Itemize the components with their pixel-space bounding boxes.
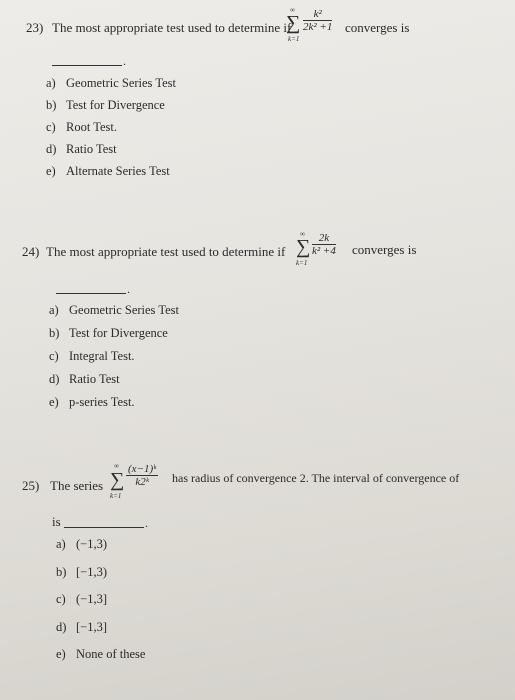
sigma-symbol: ∑ <box>110 469 125 491</box>
choice-letter: d) <box>46 142 57 156</box>
fraction-denominator: 2k² +1 <box>303 21 333 33</box>
choice-a[interactable] <box>56 537 107 552</box>
fraction-denominator: k2ᵏ <box>135 476 149 488</box>
choice-d[interactable] <box>49 372 120 387</box>
choice-letter: d) <box>56 620 67 634</box>
sigma-lower-limit: k=1 <box>288 35 300 43</box>
choice-letter: b) <box>56 565 67 579</box>
choice-letter: c) <box>49 349 59 363</box>
choice-text: Ratio Test <box>69 372 120 386</box>
series-fraction <box>303 8 332 33</box>
fraction-numerator: (x−1)ᵏ <box>128 463 157 475</box>
choice-letter: b) <box>49 326 60 340</box>
question-tail: converges is <box>345 20 410 35</box>
sigma-upper-limit: ∞ <box>114 462 119 470</box>
fraction-denominator: k² +4 <box>312 245 336 257</box>
choice-e[interactable] <box>46 164 170 179</box>
sigma-lower-limit: k=1 <box>110 492 122 500</box>
fraction-numerator: k² <box>303 8 332 21</box>
fraction-numerator: 2k <box>312 232 336 245</box>
choice-text: None of these <box>76 647 146 661</box>
choice-text: Root Test. <box>66 120 117 134</box>
series-fraction <box>126 463 158 488</box>
choice-d[interactable] <box>46 142 117 157</box>
choice-a[interactable] <box>46 76 176 91</box>
choice-text: Test for Divergence <box>66 98 165 112</box>
answer-blank <box>64 526 144 528</box>
choice-letter: e) <box>46 164 56 178</box>
choice-text: (−1,3) <box>76 537 107 551</box>
question-number: 25) <box>22 478 40 493</box>
choice-text: Ratio Test <box>66 142 117 156</box>
question-stem: The most appropriate test used to determine if <box>46 244 286 259</box>
choice-a[interactable] <box>49 303 179 318</box>
question-number: 23) <box>26 20 44 35</box>
choice-e[interactable] <box>56 647 145 662</box>
choice-letter: c) <box>56 592 66 606</box>
answer-blank <box>52 64 122 66</box>
sigma-upper-limit: ∞ <box>300 230 305 238</box>
sigma-symbol: ∑ <box>296 236 311 258</box>
question-stem: The series <box>50 478 104 493</box>
choice-text: Integral Test. <box>69 349 135 363</box>
blank-period: . <box>145 516 148 530</box>
choice-c[interactable] <box>46 120 117 135</box>
question-number: 24) <box>22 244 40 259</box>
choice-letter: b) <box>46 98 57 112</box>
answer-blank <box>56 292 126 294</box>
question-tail: converges is <box>352 242 417 257</box>
choice-b[interactable] <box>49 326 168 341</box>
choice-letter: e) <box>56 647 66 661</box>
choice-c[interactable] <box>56 592 107 607</box>
question-stem: The most appropriate test used to determine if <box>52 20 292 35</box>
blank-period: . <box>123 54 126 68</box>
choice-text: Geometric Series Test <box>69 303 179 317</box>
choice-text: Alternate Series Test <box>66 164 170 178</box>
choice-letter: a) <box>49 303 59 317</box>
choice-text: [−1,3] <box>76 620 107 634</box>
sigma-lower-limit: k=1 <box>296 259 308 267</box>
sigma-symbol: ∑ <box>286 12 301 34</box>
sigma-upper-limit: ∞ <box>290 6 295 14</box>
choice-text: Test for Divergence <box>69 326 168 340</box>
is-word: is <box>52 514 61 529</box>
question-tail: has radius of convergence 2. The interval of convergence of <box>172 471 460 485</box>
choice-text: p-series Test. <box>69 395 135 409</box>
choice-letter: a) <box>56 537 66 551</box>
choice-e[interactable] <box>49 395 135 410</box>
choice-letter: a) <box>46 76 56 90</box>
choice-letter: d) <box>49 372 60 386</box>
choice-text: Geometric Series Test <box>66 76 176 90</box>
choice-c[interactable] <box>49 349 135 364</box>
choice-b[interactable] <box>56 565 107 580</box>
choice-letter: c) <box>46 120 56 134</box>
choice-text: (−1,3] <box>76 592 107 606</box>
choice-letter: e) <box>49 395 59 409</box>
choice-d[interactable] <box>56 620 107 635</box>
choice-b[interactable] <box>46 98 165 113</box>
choice-text: [−1,3) <box>76 565 107 579</box>
series-fraction <box>312 232 336 257</box>
blank-period: . <box>127 282 130 296</box>
